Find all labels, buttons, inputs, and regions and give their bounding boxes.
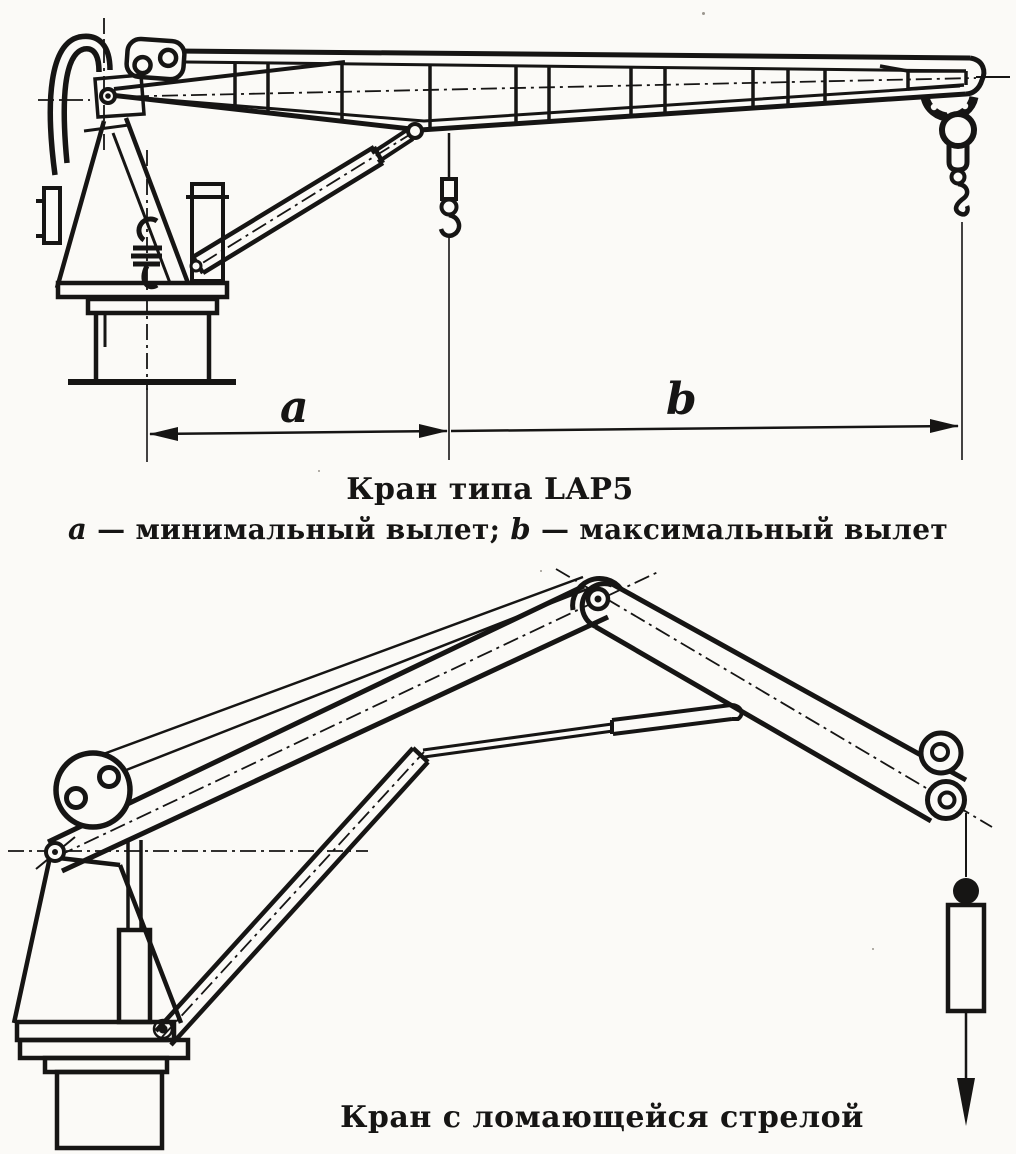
mid-hook-swivel [442, 179, 456, 199]
legend-var-b: b [510, 512, 531, 546]
boom-tip-round [966, 58, 984, 94]
top-figure-caption: Кран типа LAP5 [346, 472, 634, 507]
load-ball [953, 878, 979, 904]
base-plate-2 [20, 1040, 188, 1058]
pedestal-top-line [84, 125, 129, 131]
arrowhead-mid [419, 424, 448, 438]
scan-speck [540, 570, 542, 572]
plate-hole-left [134, 57, 151, 74]
tip-plate-lower-lobe [928, 782, 965, 819]
jib-cylinder [423, 705, 742, 757]
base-flange-lower [88, 299, 217, 313]
dimension-line-b [451, 426, 958, 431]
boom-heel-pivot-dot [52, 849, 58, 855]
guard-roller-1 [931, 104, 937, 110]
dimension-label-b: b [666, 374, 697, 425]
boom [110, 51, 984, 130]
strut-centerline [162, 752, 424, 1037]
knuckle-pivot-dot [595, 596, 602, 603]
center-lines [38, 18, 1010, 462]
boom-luffing-cylinder [154, 748, 428, 1045]
hoist-cylinder-barrel [119, 930, 150, 1022]
base-column [96, 313, 209, 380]
pedestal-edges [14, 857, 181, 1023]
boom-root-plate [126, 38, 186, 80]
base-flange-upper [58, 283, 227, 297]
top-figure-legend [0, 512, 1016, 546]
cylinder-lower-clevis [191, 261, 201, 271]
stowed-hook-rings [131, 248, 162, 264]
jib-top-edge [612, 584, 966, 780]
mid-hook-link [442, 200, 457, 215]
arrowhead-right [930, 419, 959, 433]
scan-speck [702, 12, 705, 15]
plate-hole-right [160, 49, 177, 66]
cylinder-centerline [196, 132, 414, 267]
tip-hook-ring [942, 114, 974, 146]
dimension-lines [149, 419, 959, 441]
boom-bottom-chord [110, 94, 966, 130]
top-crane-figure [36, 18, 1010, 462]
gooseneck-inner [64, 49, 99, 163]
main-boom-centerline [58, 572, 658, 856]
jib [556, 569, 992, 827]
scan-speck [872, 948, 874, 950]
jib-bottom-edge [596, 627, 931, 821]
arrowhead-left [149, 427, 178, 441]
tip-hook-block [925, 97, 974, 460]
legend-desc-a: — минимальный вылет; [87, 513, 511, 546]
base-plate-1 [17, 1022, 174, 1040]
boom-top-chord [176, 51, 970, 58]
strut-base-pivot-dot [159, 1025, 168, 1034]
dimension-label-a: a [280, 382, 309, 433]
winch-sheave [56, 753, 130, 827]
mid-hook [441, 215, 459, 236]
mid-cargo-hook [441, 133, 459, 460]
boom-tip-box [880, 66, 966, 89]
cylinder-upper-clevis [408, 124, 422, 138]
tip-hook-link [952, 171, 965, 184]
tip-hook [956, 184, 968, 214]
tip-plate-upper-lobe [921, 733, 961, 773]
main-boom [48, 572, 658, 871]
gooseneck-outer [50, 36, 110, 175]
jib-centerline [556, 569, 992, 827]
load-on-hook [948, 813, 984, 1126]
side-bracket [36, 188, 60, 243]
legend-desc-b: — максимальный вылет [530, 513, 948, 546]
boom-pivot-dot [105, 93, 111, 99]
scan-speck [318, 470, 320, 472]
bottom-crane-figure [8, 569, 992, 1148]
load-weight [948, 905, 984, 1011]
bottom-figure-caption: Кран с ломающейся стрелой [340, 1100, 864, 1135]
legend-var-a: a [68, 512, 88, 546]
jib-cylinder-barrel [612, 705, 732, 734]
jib-cylinder-rod [423, 724, 613, 757]
guard-roller-3 [962, 103, 968, 109]
gooseneck-frame [50, 36, 110, 175]
